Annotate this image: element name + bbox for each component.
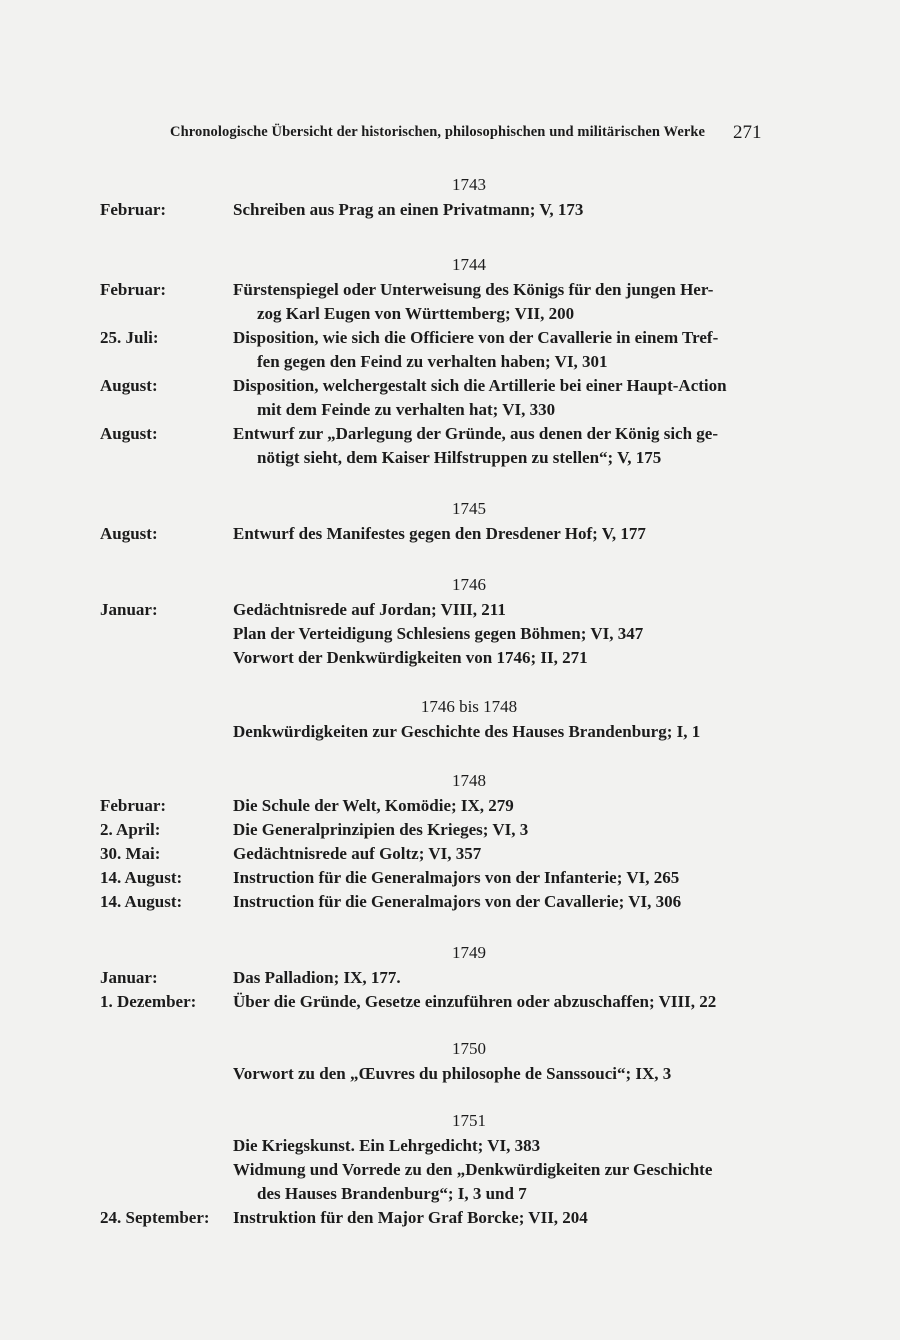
year-section <box>0 252 900 470</box>
chronology-entry <box>0 990 900 1014</box>
chronology-entry <box>0 1134 900 1158</box>
entry-text <box>233 422 773 470</box>
chronology-entry <box>0 422 900 470</box>
chronology-list <box>0 172 900 1230</box>
chronology-entry <box>0 1206 900 1230</box>
year-section <box>0 768 900 914</box>
year-section <box>0 496 900 546</box>
year-heading: 1746 bis 1748 <box>420 697 518 716</box>
entry-line: des Hauses Brandenburg“; I, 3 und 7 <box>257 1184 527 1203</box>
year-heading: 1751 <box>452 1111 486 1130</box>
year-section <box>0 572 900 670</box>
chronology-entry <box>0 842 900 866</box>
chronology-entry <box>0 598 900 622</box>
entry-date: 14. August: <box>100 868 183 887</box>
entry-line: Entwurf zur „Darlegung der Gründe, aus denen der König sich ge- <box>233 424 719 443</box>
entry-date: August: <box>100 424 158 443</box>
chronology-entry <box>0 818 900 842</box>
entry-line: Über die Gründe, Gesetze einzuführen oder abzuschaffen; VIII, 22 <box>233 992 717 1011</box>
entry-line: Plan der Verteidigung Schlesiens gegen Böhmen; VI, 347 <box>233 624 644 643</box>
entry-text <box>233 990 773 1014</box>
entry-line: mit dem Feinde zu verhalten hat; VI, 330 <box>257 400 556 419</box>
entry-text <box>233 1206 773 1230</box>
entry-text <box>233 622 773 646</box>
entry-line: Gedächtnisrede auf Jordan; VIII, 211 <box>233 600 506 619</box>
entry-date: Januar: <box>100 968 158 987</box>
entry-text <box>233 866 773 890</box>
chronology-entry <box>0 198 900 222</box>
page-number: 271 <box>733 122 762 143</box>
entry-date: 25. Juli: <box>100 328 159 347</box>
year-heading: 1750 <box>452 1039 486 1058</box>
entry-text <box>233 966 773 990</box>
entry-text <box>233 374 773 422</box>
chronology-entry <box>0 522 900 546</box>
chronology-entry <box>0 374 900 422</box>
chronology-entry <box>0 794 900 818</box>
year-heading: 1748 <box>452 771 486 790</box>
entry-text <box>233 1062 773 1086</box>
entry-line: Vorwort der Denkwürdigkeiten von 1746; II, 271 <box>233 648 588 667</box>
entry-date: 2. April: <box>100 820 161 839</box>
year-heading: 1743 <box>452 175 486 194</box>
entry-text <box>233 326 773 374</box>
chronology-entry <box>0 646 900 670</box>
year-section <box>0 172 900 222</box>
entry-date: Februar: <box>100 796 167 815</box>
entry-line: Die Schule der Welt, Komödie; IX, 279 <box>233 796 514 815</box>
entry-date: August: <box>100 376 158 395</box>
entry-date: Februar: <box>100 200 167 219</box>
entry-text <box>233 842 773 866</box>
entry-line: Vorwort zu den „Œuvres du philosophe de Sanssouci“; IX, 3 <box>233 1064 672 1083</box>
entry-line: fen gegen den Feind zu verhalten haben; VI, 301 <box>257 352 608 371</box>
entry-line: Instruction für die Generalmajors von der Infanterie; VI, 265 <box>233 868 680 887</box>
entry-date: 1. Dezember: <box>100 992 197 1011</box>
entry-line: Die Kriegskunst. Ein Lehrgedicht; VI, 383 <box>233 1136 541 1155</box>
year-heading: 1744 <box>452 255 486 274</box>
year-heading: 1746 <box>452 575 486 594</box>
year-section <box>0 1108 900 1230</box>
entry-text <box>233 794 773 818</box>
entry-text <box>233 198 773 222</box>
entry-line: Instruktion für den Major Graf Borcke; VII, 204 <box>233 1208 588 1227</box>
entry-text <box>233 278 773 326</box>
entry-line: Disposition, wie sich die Officiere von der Cavallerie in einem Tref- <box>233 328 719 347</box>
entry-line: Widmung und Vorrede zu den „Denkwürdigkeiten zur Geschichte <box>233 1160 713 1179</box>
entry-text <box>233 1134 773 1158</box>
entry-line: nötigt sieht, dem Kaiser Hilfstruppen zu stellen“; V, 175 <box>257 448 662 467</box>
entry-line: Fürstenspiegel oder Unterweisung des Königs für den jungen Her- <box>233 280 714 299</box>
chronology-entry <box>0 890 900 914</box>
entry-text <box>233 598 773 622</box>
entry-line: Das Palladion; IX, 177. <box>233 968 401 987</box>
entry-text <box>233 1158 773 1206</box>
entry-text <box>233 720 773 744</box>
entry-line: zog Karl Eugen von Württemberg; VII, 200 <box>257 304 575 323</box>
entry-text <box>233 522 773 546</box>
year-section <box>0 1036 900 1086</box>
year-section <box>0 940 900 1014</box>
entry-line: Die Generalprinzipien des Krieges; VI, 3 <box>233 820 529 839</box>
chronology-entry <box>0 966 900 990</box>
year-heading: 1745 <box>452 499 486 518</box>
chronology-entry <box>0 326 900 374</box>
entry-text <box>233 890 773 914</box>
entry-line: Denkwürdigkeiten zur Geschichte des Hauses Brandenburg; I, 1 <box>233 722 701 741</box>
chronology-entry <box>0 866 900 890</box>
entry-line: Gedächtnisrede auf Goltz; VI, 357 <box>233 844 482 863</box>
entry-date: Januar: <box>100 600 158 619</box>
chronology-entry <box>0 720 900 744</box>
entry-text <box>233 646 773 670</box>
entry-line: Schreiben aus Prag an einen Privatmann; V, 173 <box>233 200 584 219</box>
chronology-entry <box>0 278 900 326</box>
entry-date: 24. September: <box>100 1208 210 1227</box>
entry-date: August: <box>100 524 158 543</box>
chronology-entry <box>0 1062 900 1086</box>
entry-date: 30. Mai: <box>100 844 161 863</box>
entry-date: 14. August: <box>100 892 183 911</box>
entry-line: Disposition, welchergestalt sich die Artillerie bei einer Haupt-Action <box>233 376 727 395</box>
year-heading: 1749 <box>452 943 486 962</box>
entry-line: Entwurf des Manifestes gegen den Dresdener Hof; V, 177 <box>233 524 646 543</box>
running-head: Chronologische Übersicht der historischen, philosophischen und militärischen Werke <box>170 124 706 140</box>
year-section <box>0 694 900 744</box>
entry-line: Instruction für die Generalmajors von der Cavallerie; VI, 306 <box>233 892 682 911</box>
chronology-entry <box>0 1158 900 1206</box>
entry-text <box>233 818 773 842</box>
chronology-entry <box>0 622 900 646</box>
entry-date: Februar: <box>100 280 167 299</box>
